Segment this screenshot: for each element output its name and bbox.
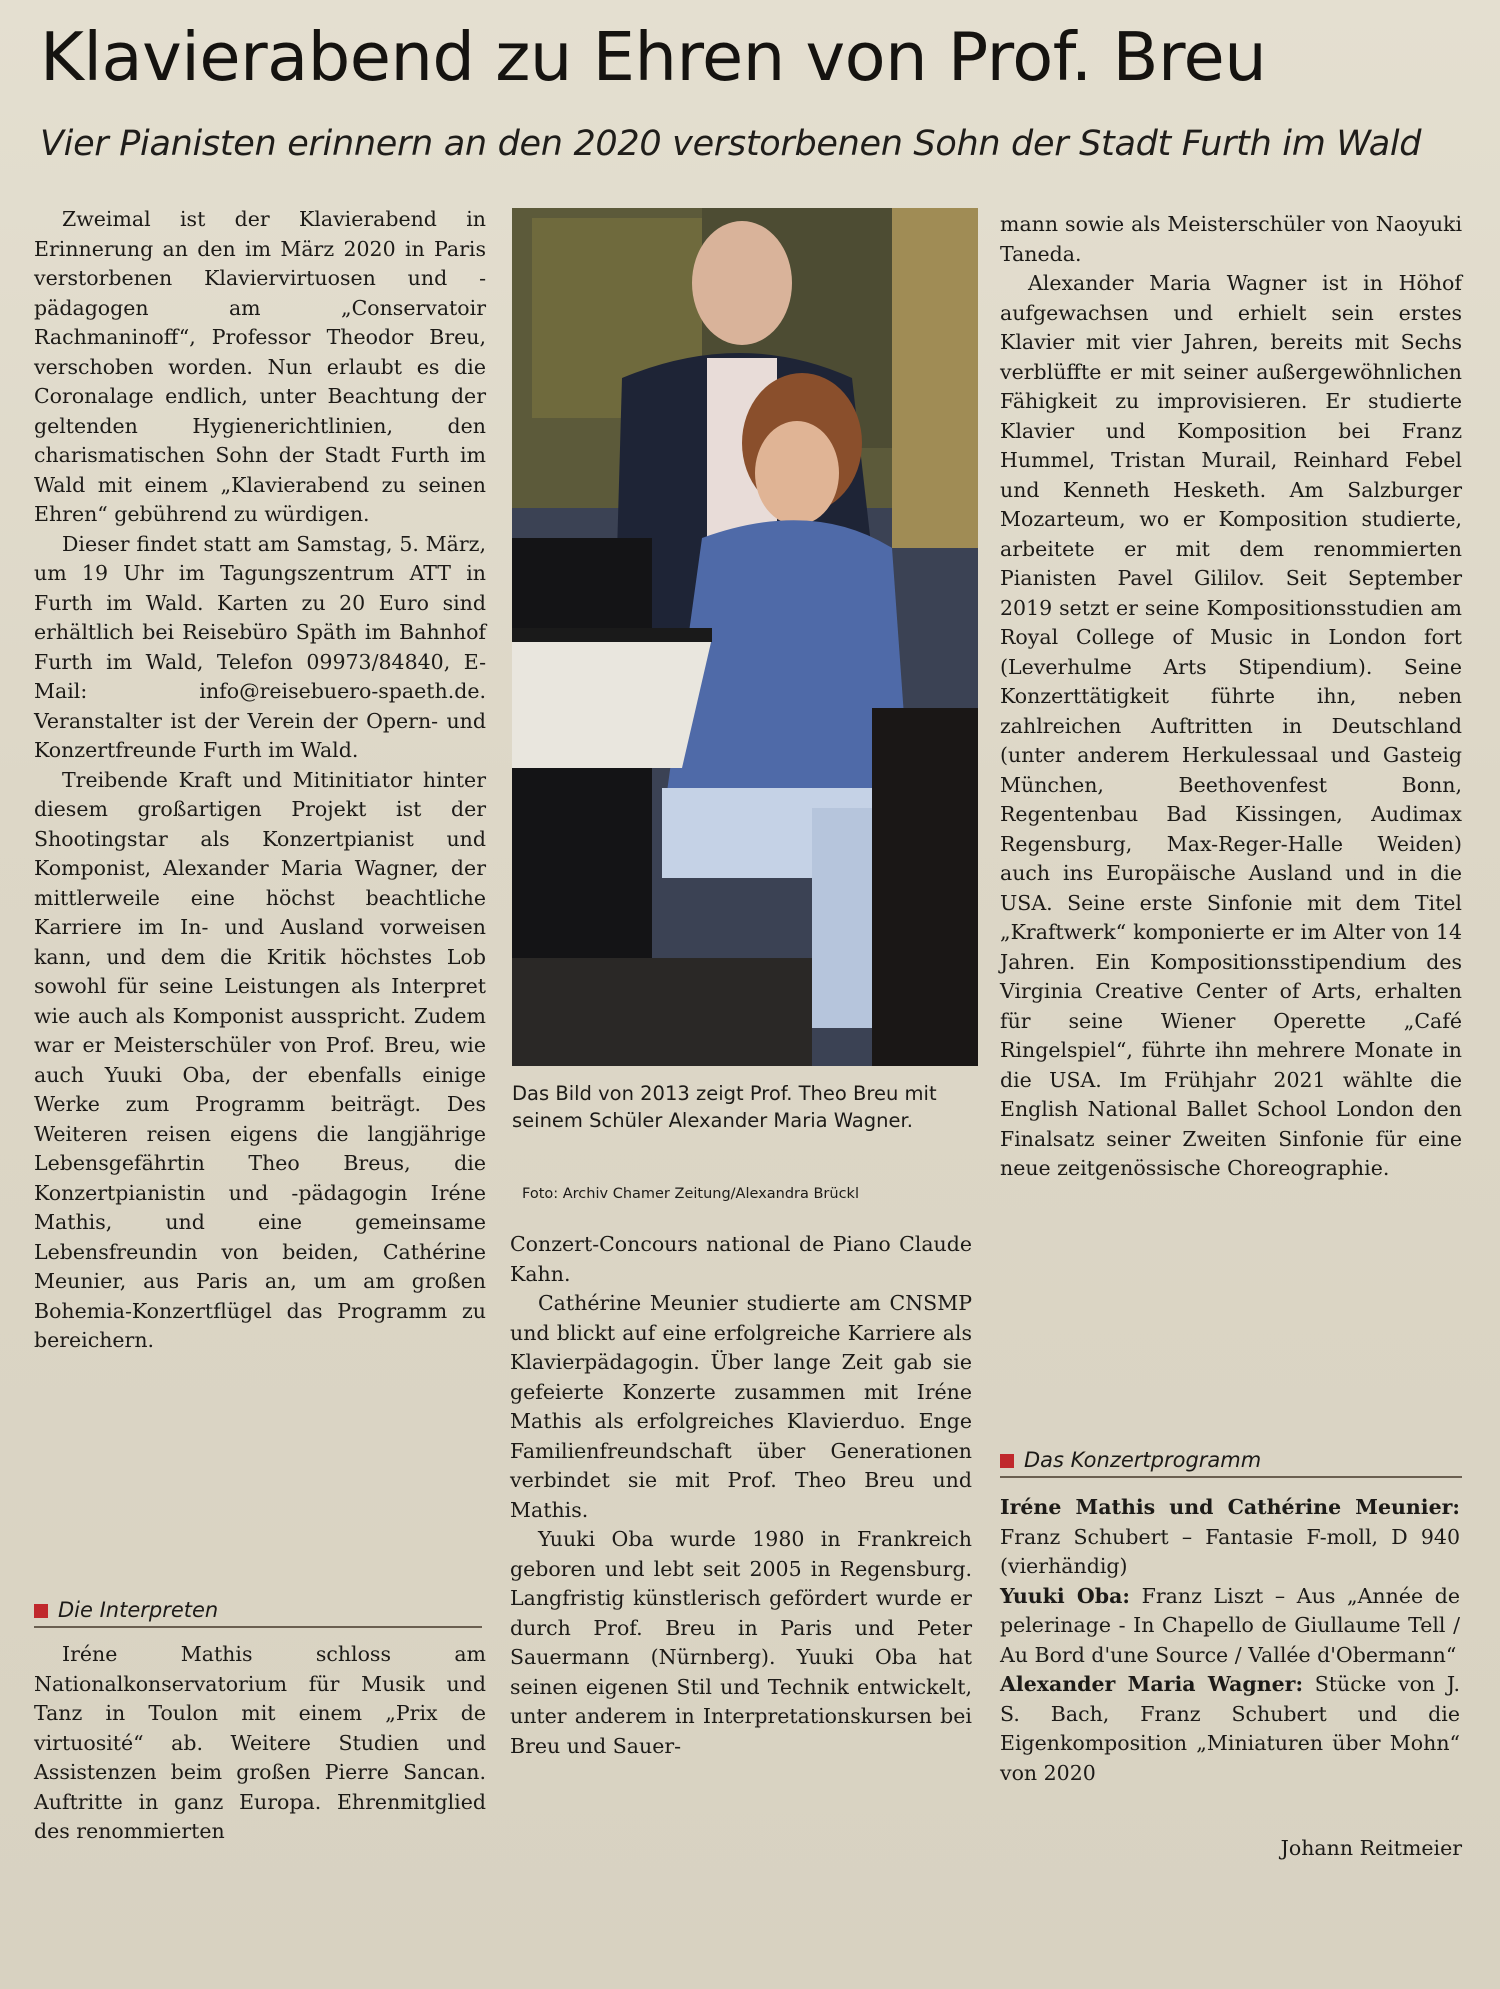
headline: Klavierabend zu Ehren von Prof. Breu <box>40 18 1267 96</box>
paragraph: Yuuki Oba wurde 1980 in Frankreich geboren und lebt seit 2005 in Regensburg. Langfristig künstlerisch gefördert wurde er durch Prof. Breu in Paris und Peter Sauermann (Nürnberg). Yuuki Oba hat seinen eigenen Stil und Technik entwickelt, unter anderem in Interpretationskursen bei Breu und Sauer- <box>510 1527 972 1758</box>
section-heading-programm <box>1000 1448 1462 1478</box>
photo-credit: Foto: Archiv Chamer Zeitung/Alexandra Brückl <box>522 1186 859 1202</box>
paragraph: Cathérine Meunier studierte am CNSMP und blickt auf eine erfolgreiche Karriere als Klavierpädagogin. Über lange Zeit gab sie gefeierte Konzerte zusammen mit Iréne Mathis als erfolgreiches Klavierduo. Enge Familienfreundschaft über Generationen verbindet sie mit Prof. Theo Breu und Mathis. <box>510 1291 972 1522</box>
photo-caption: Das Bild von 2013 zeigt Prof. Theo Breu mit seinem Schüler Alexander Maria Wagner. <box>512 1082 937 1132</box>
article-column-3 <box>1000 210 1462 1184</box>
paragraph: Treibende Kraft und Mitinitiator hinter diesem großartigen Projekt ist der Shootingstar als Konzertpianist und Komponist, Alexander Maria Wagner, der mittlerweile eine höchst beachtliche Karriere im In- und Ausland vorweisen kann, und dem die Kritik höchstes Lob sowohl für seine Leistungen als Interpret wie auch als Komponist ausspricht. Zudem war er Meisterschüler von Prof. Breu, wie auch Yuuki Oba, der ebenfalls einige Werke zum Programm beiträgt. Des Weiteren reisen eigens die langjährige Lebensgefährtin Theo Breus, die Konzertpianistin und -pädagogin Iréne Mathis, und eine gemeinsame Lebensfreundin von beiden, Cathérine Meunier, aus Paris an, um am großen Bohemia-Konzertflügel das Programm zu bereichern. <box>34 767 486 1352</box>
red-square-icon <box>34 1604 48 1618</box>
performer-name: Iréne Mathis und Cathérine Meunier: <box>1000 1495 1460 1519</box>
program-item <box>1000 1582 1460 1671</box>
concert-program <box>1000 1493 1460 1788</box>
program-pieces: Franz Liszt – Aus „Année de pelerinage - In Chapello de Giullaume Tell / Au Bord d'une Source / Vallée d'Obermann“ <box>1000 1583 1460 1667</box>
author-byline: Johann Reitmeier <box>1280 1836 1462 1860</box>
article-column-1 <box>34 205 486 1356</box>
paragraph: Conzert-Concours national de Piano Claude Kahn. <box>510 1232 972 1286</box>
program-item <box>1000 1670 1460 1788</box>
article-column-1-bottom <box>34 1640 486 1847</box>
section-title: Das Konzertprogramm <box>1024 1448 1262 1472</box>
program-pieces: Stücke von J. S. Bach, Franz Schubert und die Eigenkomposition „Miniaturen über Mohn“ von 2020 <box>1000 1672 1460 1785</box>
article-column-2 <box>510 1230 972 1761</box>
program-item <box>1000 1493 1460 1582</box>
performer-name: Yuuki Oba: <box>1000 1583 1130 1608</box>
paragraph: Zweimal ist der Klavierabend in Erinnerung an den im März 2020 in Paris verstorbenen Klaviervirtuosen und -pädagogen am „Conservatoir Rachmaninoff“, Professor Theodor Breu, verschoben worden. Nun erlaubt es die Coronalage endlich, unter Beachtung der geltenden Hygienerichtlinien, den charismatischen Sohn der Stadt Furth im Wald mit einem „Klavierabend zu seinen Ehren“ gebührend zu würdigen. <box>34 207 486 526</box>
photo-piano-scene <box>512 208 978 1066</box>
paragraph: Dieser findet statt am Samstag, 5. März, um 19 Uhr im Tagungszentrum ATT in Furth im Wald. Karten zu 20 Euro sind erhältlich bei Reisebüro Späth im Bahnhof Furth im Wald, Telefon 09973/84840, E-Mail: info@reisebuero-spaeth.de. Veranstalter ist der Verein der Opern- und Konzertfreunde Furth im Wald. <box>34 531 486 762</box>
paragraph: mann sowie als Meisterschüler von Naoyuki Taneda. <box>1000 212 1462 266</box>
program-pieces: Franz Schubert – Fantasie F-moll, D 940 (vierhändig) <box>1000 1524 1460 1578</box>
subheadline: Vier Pianisten erinnern an den 2020 verstorbenen Sohn der Stadt Furth im Wald <box>40 124 1422 164</box>
section-title: Die Interpreten <box>58 1598 219 1622</box>
red-square-icon <box>1000 1454 1014 1468</box>
article-photo <box>512 208 978 1066</box>
paragraph: Iréne Mathis schloss am Nationalkonservatorium für Musik und Tanz in Toulon mit einem „Prix de virtuosité“ ab. Weitere Studien und Assistenzen beim großen Pierre Sancan. Auftritte in ganz Europa. Ehrenmitglied des renommierten <box>34 1642 486 1843</box>
section-heading-interpreten <box>34 1598 482 1628</box>
performer-name: Alexander Maria Wagner: <box>1000 1672 1304 1696</box>
paragraph: Alexander Maria Wagner ist in Höhof aufgewachsen und erhielt sein erstes Klavier mit vier Jahren, bereits mit Sechs verblüffte er mit seiner außergewöhnlichen Fähigkeit zu improvisieren. Er studierte Klavier und Komposition bei Franz Hummel, Tristan Murail, Reinhard Febel und Kenneth Hesketh. Am Salzburger Mozarteum, wo er Komposition studierte, arbeitete er mit dem renommierten Pianisten Pavel Gililov. Seit September 2019 setzt er seine Kompositionsstudien am Royal College of Music in London fort (Leverhulme Arts Stipendium). Seine Konzerttätigkeit führte ihn, neben zahlreichen Auftritten in Deutschland (unter anderem Herkulessaal und Gasteig München, Beethovenfest Bonn, Regentenbau Bad Kissingen, Audimax Regensburg, Max-Reger-Halle Weiden) auch ins Europäische Ausland und in die USA. Seine erste Sinfonie mit dem Titel „Kraftwerk“ komponierte er im Alter von 14 Jahren. Ein Kompositionsstipendium des Virginia Creative Center of Arts, erhalten für seine Wiener Operette „Café Ringelspiel“, führte ihn mehrere Monate in die USA. Im Frühjahr 2021 wählte die English National Ballet School London den Finalsatz seiner Zweiten Sinfonie für eine neue zeitgenössische Choreographie. <box>1000 271 1462 1180</box>
